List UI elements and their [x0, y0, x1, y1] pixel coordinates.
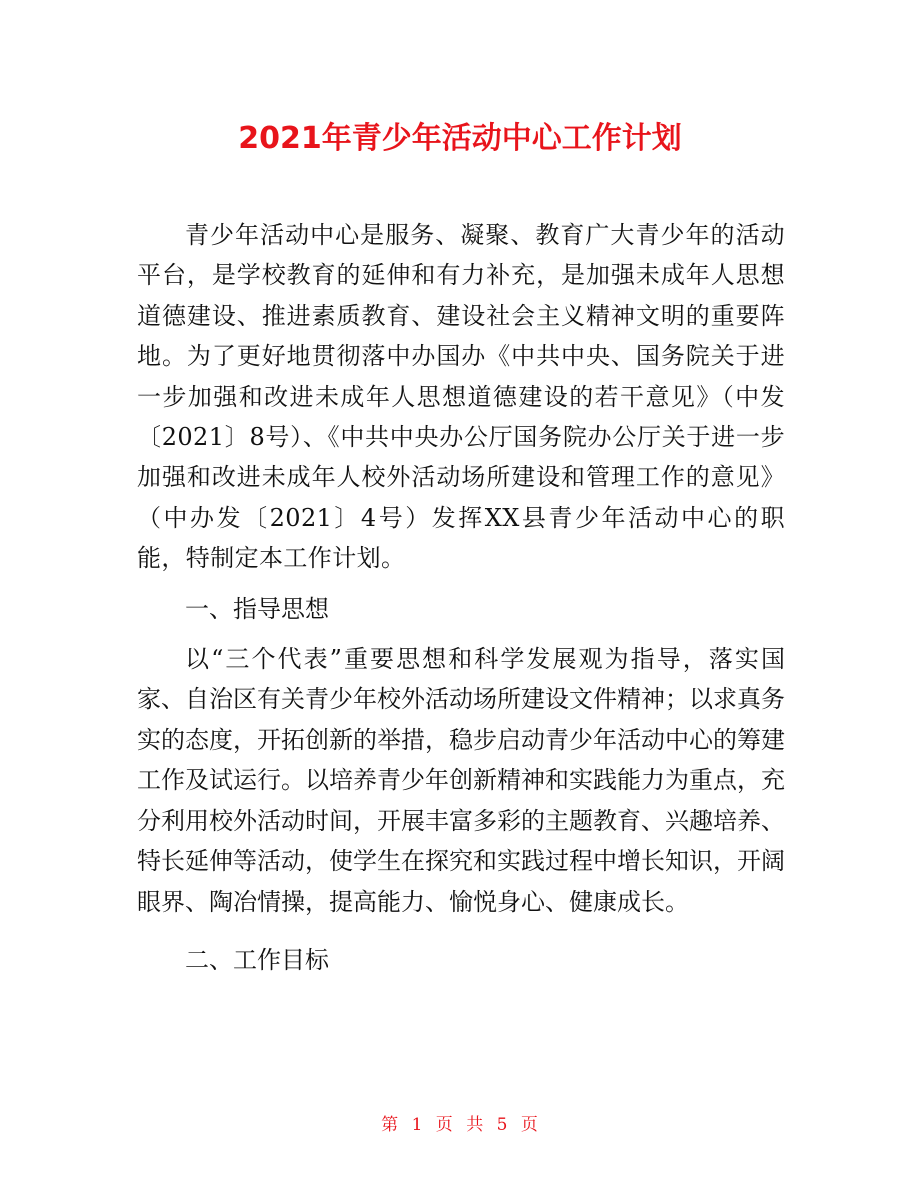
section-heading-guiding-ideology: 一、指导思想 [185, 594, 329, 623]
section-paragraph-guiding-ideology: 以“三个代表”重要思想和科学发展观为指导，落实国家、自治区有关青少年校外活动场所建设文件精神；以求真务实的态度，开拓创新的举措，稳步启动青少年活动中心的筹建工作及试运行。以培养青少年创新精神和实践能力为重点，充分利用校外活动时间，开展丰富多彩的主题教育、兴趣培养、特长延伸等活动，使学生在探究和实践过程中增长知识，开阔眼界、陶冶情操，提高能力、愉悦身心、健康成长。 [137, 645, 785, 916]
document-body [137, 215, 785, 980]
section-heading-work-goals: 二、工作目标 [185, 945, 329, 974]
intro-paragraph: 青少年活动中心是服务、凝聚、教育广大青少年的活动平台，是学校教育的延伸和有力补充，是加强未成年人思想道德建设、推进素质教育、建设社会主义精神文明的重要阵地。为了更好地贯彻落中办国办《中共中央、国务院关于进一步加强和改进未成年人思想道德建设的若干意见》（中发〔2021〕8号）、《中共中央办公厅国务院办公厅关于进一步加强和改进未成年人校外活动场所建设和管理工作的意见》（中办发〔2021〕4号）发挥XX县青少年活动中心的职能，特制定本工作计划。 [137, 221, 785, 573]
document-title: 2021年青少年活动中心工作计划 [238, 121, 682, 156]
page-number-footer: 第 1 页 共 5 页 [381, 1115, 539, 1135]
